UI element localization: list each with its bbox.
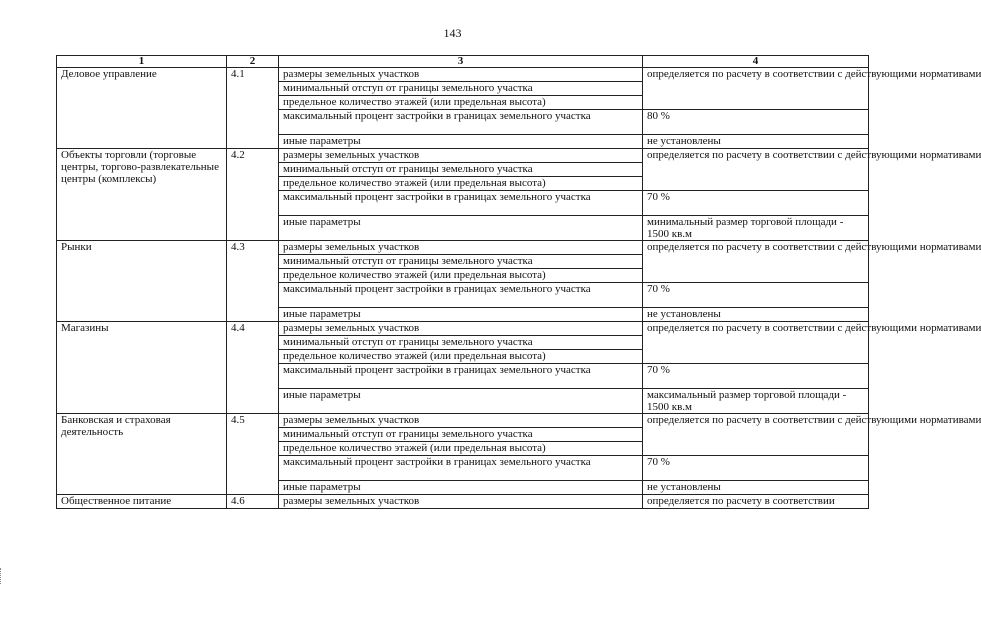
parameter-value-other: минимальный размер торговой площади - 1500 кв.м	[643, 216, 869, 241]
parameter-name: максимальный процент застройки в границах земельного участка	[279, 283, 643, 308]
column-header-2: 2	[227, 56, 279, 68]
parameter-name: размеры земельных участков	[279, 68, 643, 82]
table-row	[57, 241, 869, 255]
parameter-name: предельное количество этажей (или предельная высота)	[279, 96, 643, 110]
parameter-name: размеры земельных участков	[279, 241, 643, 255]
use-type-code: 4.2	[227, 149, 279, 241]
table-row	[57, 495, 869, 509]
parameter-name: предельное количество этажей (или предельная высота)	[279, 442, 643, 456]
parameter-name: предельное количество этажей (или предельная высота)	[279, 269, 643, 283]
use-type-name: Магазины	[57, 322, 227, 414]
parameter-value-other: не установлены	[643, 308, 869, 322]
use-type-name: Рынки	[57, 241, 227, 322]
parameter-name: иные параметры	[279, 135, 643, 149]
parameter-name: минимальный отступ от границы земельного участка	[279, 336, 643, 350]
column-header-4: 4	[643, 56, 869, 68]
parameter-value-norm: определяется по расчету в соответствии с действующими нормативами	[643, 68, 869, 110]
parameter-name: иные параметры	[279, 308, 643, 322]
parameter-value-norm: определяется по расчету в соответствии с действующими нормативами	[643, 149, 869, 191]
parameter-name: размеры земельных участков	[279, 149, 643, 163]
regulations-table	[56, 55, 981, 509]
column-header-1: 1	[57, 56, 227, 68]
table-row	[57, 322, 869, 336]
parameter-name: размеры земельных участков	[279, 322, 643, 336]
parameter-value-norm: определяется по расчету в соответствии	[643, 495, 869, 509]
use-type-name: Общественное питание	[57, 495, 227, 509]
parameter-value-norm: определяется по расчету в соответствии с действующими нормативами	[643, 241, 869, 283]
parameter-value-norm: определяется по расчету в соответствии с действующими нормативами	[643, 414, 869, 456]
parameter-value-other: не установлены	[643, 481, 869, 495]
column-header-3: 3	[279, 56, 643, 68]
parameter-name: минимальный отступ от границы земельного участка	[279, 82, 643, 96]
margin-mark	[0, 568, 3, 584]
parameter-name: максимальный процент застройки в границах земельного участка	[279, 110, 643, 135]
parameter-name: максимальный процент застройки в границах земельного участка	[279, 191, 643, 216]
parameter-value-other: максимальный размер торговой площади - 1500 кв.м	[643, 389, 869, 414]
parameter-name: размеры земельных участков	[279, 495, 643, 509]
parameter-name: минимальный отступ от границы земельного участка	[279, 255, 643, 269]
use-type-code: 4.1	[227, 68, 279, 149]
table-row	[57, 414, 869, 428]
parameter-name: размеры земельных участков	[279, 414, 643, 428]
table-row	[57, 149, 869, 163]
parameter-name: максимальный процент застройки в границах земельного участка	[279, 364, 643, 389]
parameter-name: предельное количество этажей (или предельная высота)	[279, 177, 643, 191]
parameter-name: иные параметры	[279, 481, 643, 495]
page-number: 143	[443, 26, 462, 40]
use-type-name: Объекты торговли (торговые центры, торгово-развлекательные центры (комплексы)	[57, 149, 227, 241]
parameter-name: минимальный отступ от границы земельного участка	[279, 428, 643, 442]
use-type-code: 4.6	[227, 495, 279, 509]
use-type-code: 4.5	[227, 414, 279, 495]
parameter-name: максимальный процент застройки в границах земельного участка	[279, 456, 643, 481]
parameter-value-other: не установлены	[643, 135, 869, 149]
use-type-code: 4.3	[227, 241, 279, 322]
parameter-value-percent: 80 %	[643, 110, 869, 135]
table-row	[57, 68, 869, 82]
parameter-value-percent: 70 %	[643, 191, 869, 216]
parameter-value-percent: 70 %	[643, 283, 869, 308]
table-body	[57, 68, 981, 509]
parameter-name: иные параметры	[279, 389, 643, 414]
parameter-value-percent: 70 %	[643, 456, 869, 481]
table-header-row	[57, 56, 869, 68]
parameter-value-norm: определяется по расчету в соответствии с действующими нормативами	[643, 322, 869, 364]
parameter-name: предельное количество этажей (или предельная высота)	[279, 350, 643, 364]
parameter-name: минимальный отступ от границы земельного участка	[279, 163, 643, 177]
use-type-code: 4.4	[227, 322, 279, 414]
parameter-name: иные параметры	[279, 216, 643, 241]
use-type-name: Банковская и страховая деятельность	[57, 414, 227, 495]
parameter-value-percent: 70 %	[643, 364, 869, 389]
use-type-name: Деловое управление	[57, 68, 227, 149]
